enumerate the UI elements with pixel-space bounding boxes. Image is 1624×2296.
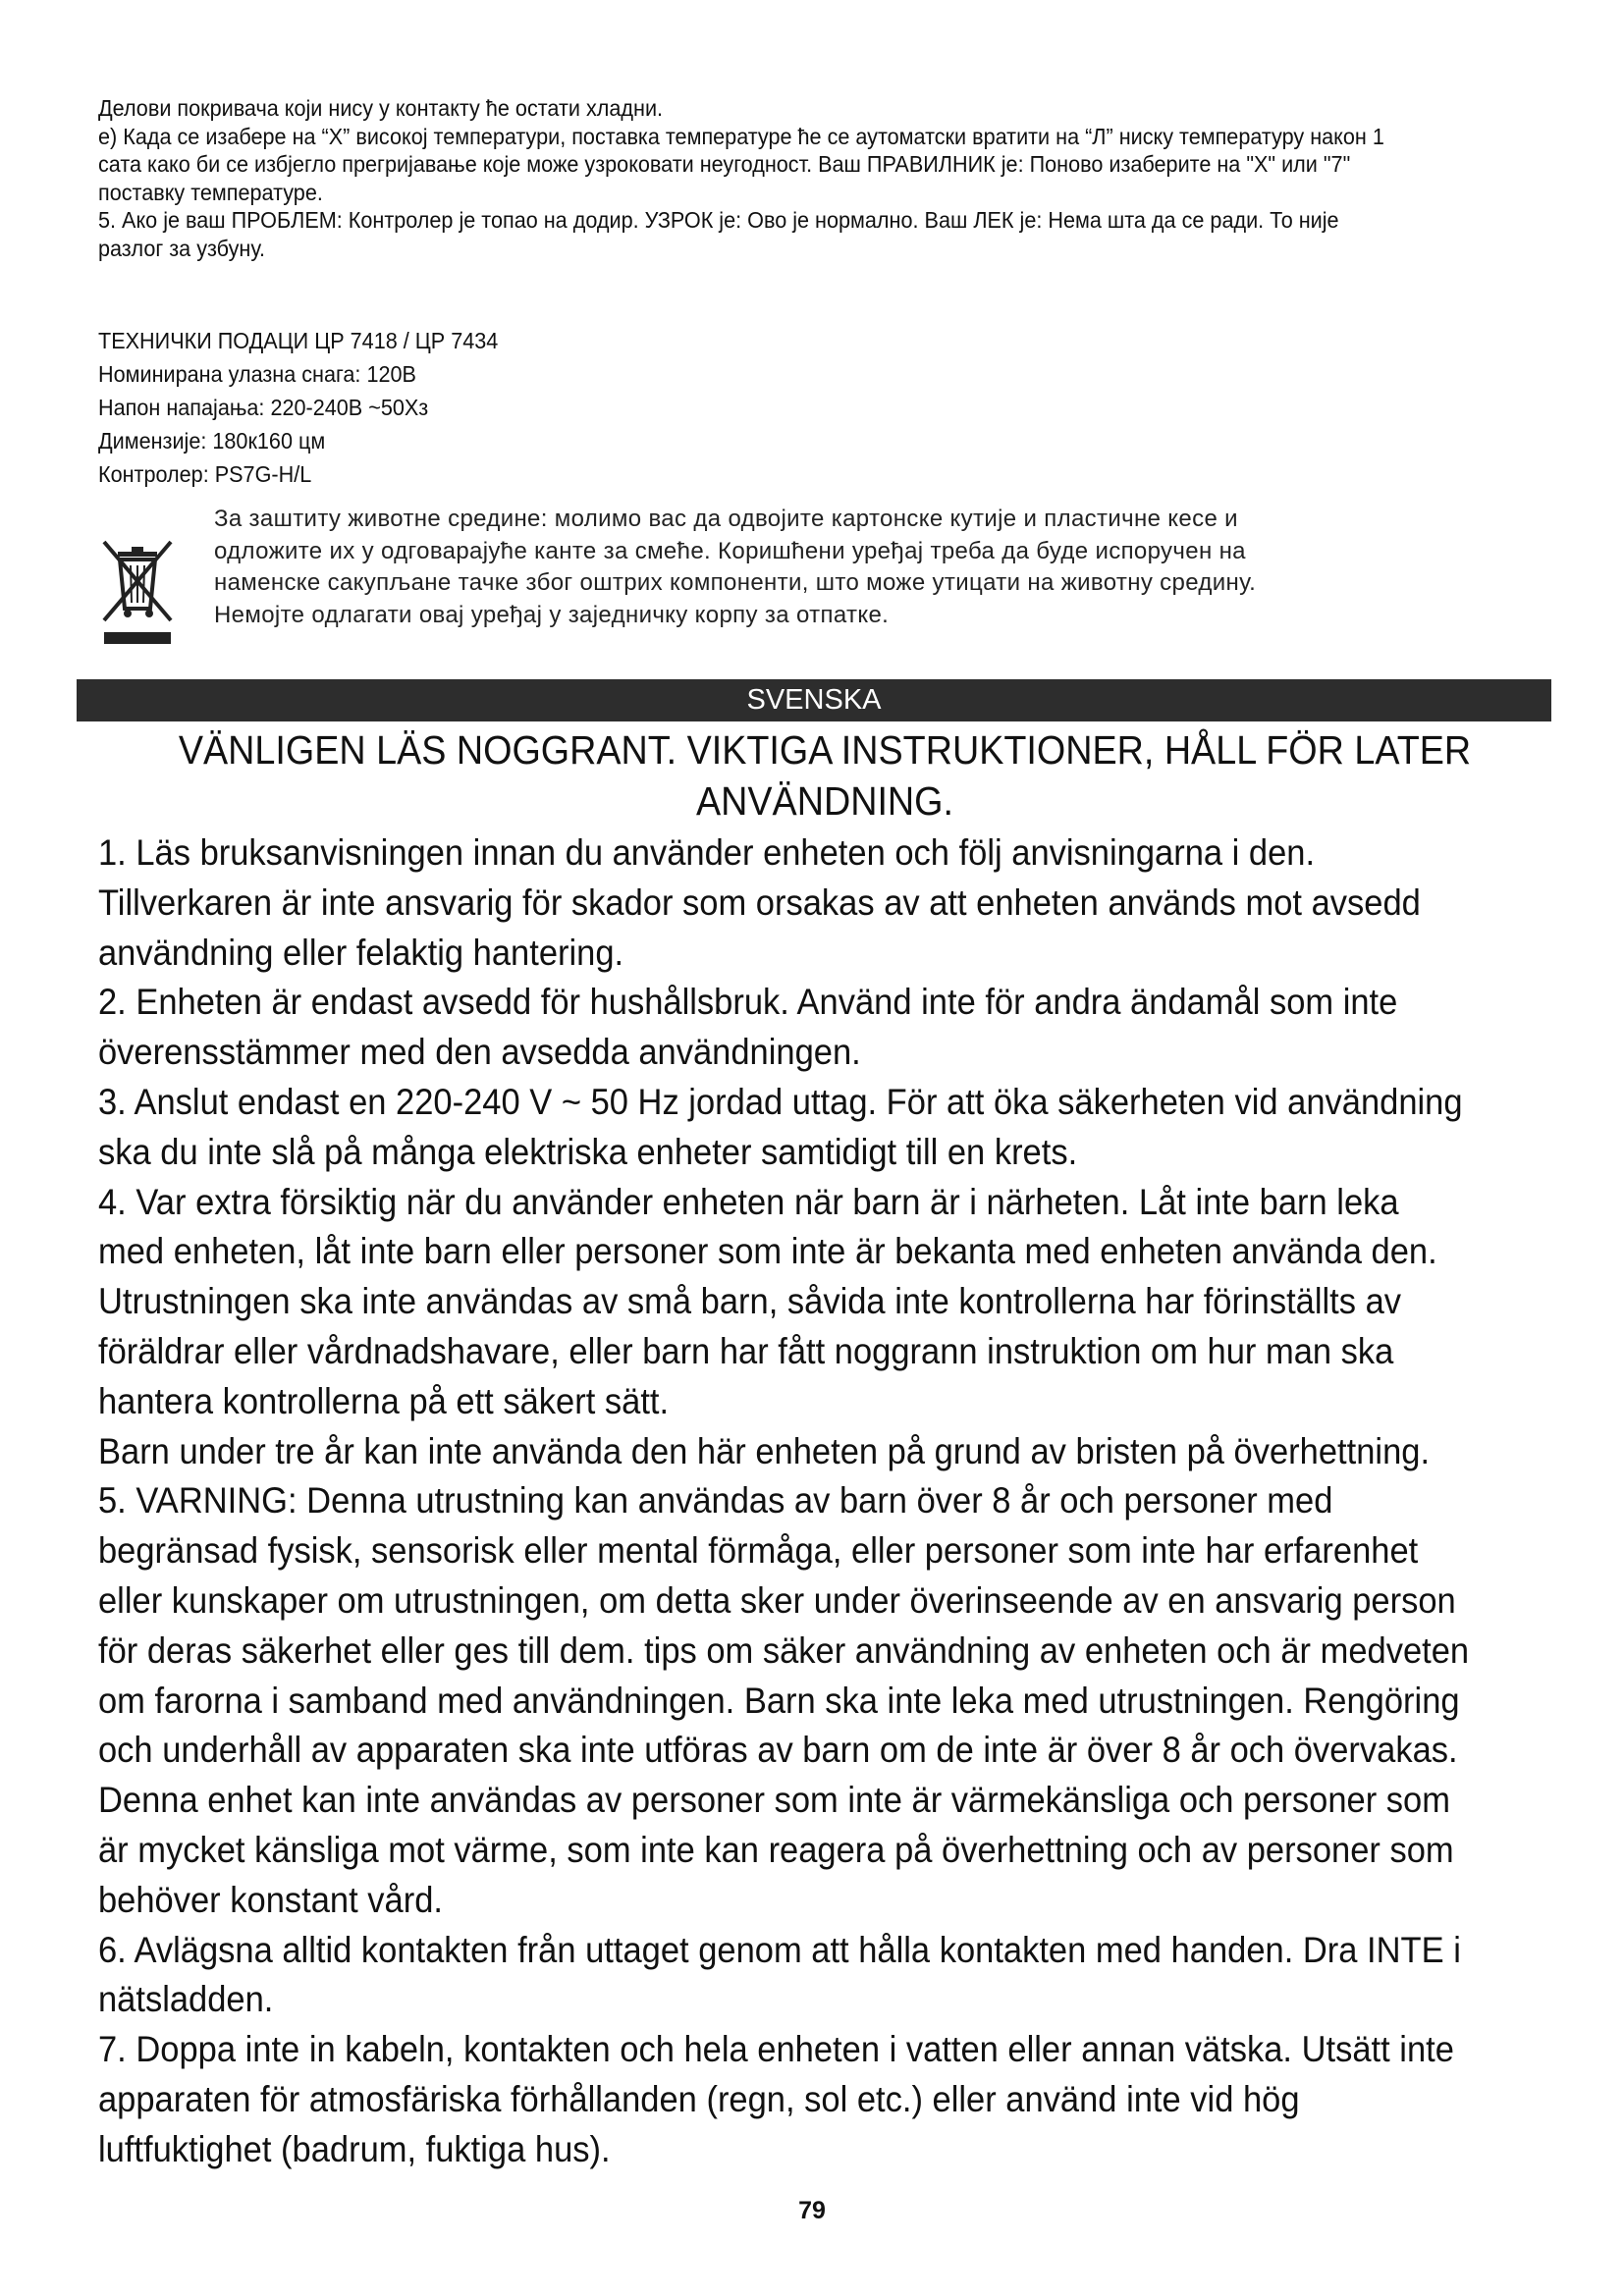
instruction-line: användning eller felaktig hantering.: [98, 931, 624, 973]
instruction-line: begränsad fysisk, sensorisk eller mental förmåga, eller personer som inte har erfarenhet: [98, 1529, 1419, 1572]
instruction-line: och underhåll av apparaten ska inte utföras av barn om de inte är över 8 år och övervakas.: [98, 1729, 1458, 1771]
instruction-line: nätsladden.: [98, 1978, 274, 2020]
swedish-instructions: [98, 828, 1507, 2174]
instruction-line: Tillverkaren är inte ansvarig för skador som orsakas av att enheten används mot avsedd: [98, 881, 1421, 923]
instruction-line: apparaten för atmosfäriska förhållanden (regn, sol etc.) eller använd inte vid hög: [98, 2077, 1300, 2119]
technical-data-line: Напон напајања: 220-240В ~50Хз: [98, 395, 429, 420]
serbian-line: поставку температуре.: [98, 179, 323, 205]
instruction-line: luftfuktighet (badrum, fuktiga hus).: [98, 2127, 611, 2169]
environment-line: За заштиту животне средине: молимо вас да одвојите картонске кутије и пластичне кесе и: [214, 506, 1238, 532]
instruction-line: 3. Anslut endast en 220-240 V ~ 50 Hz jordad uttag. För att öka säkerheten vid användning: [98, 1080, 1463, 1122]
instruction-line: 6. Avlägsna alltid kontakten från uttaget genom att hålla kontakten med handen. Dra INTE i: [98, 1928, 1461, 1970]
technical-data-line: Контролер: PS7G-H/L: [98, 461, 312, 487]
serbian-line: сата како би се избјегло прегријавање које може узроковати неугодност. Ваш ПРАВИЛНИК је: Поново изаберите на "Х" или "7": [98, 151, 1351, 177]
instruction-line: överensstämmer med den avsedda användningen.: [98, 1031, 861, 1073]
instruction-line: 7. Doppa inte in kabeln, kontakten och hela enheten i vatten eller annan vätska. Utsätt inte: [98, 2028, 1454, 2070]
instruction-line: 1. Läs bruksanvisningen innan du använder enheten och följ anvisningarna i den.: [98, 831, 1316, 873]
serbian-line: Делови покривача који нису у контакту ће остати хладни.: [98, 95, 664, 121]
page-number: 79: [798, 2197, 826, 2224]
instruction-line: med enheten, låt inte barn eller personer som inte är bekanta med enheten använda den.: [98, 1230, 1437, 1272]
instruction-line: Utrustningen ska inte användas av små barn, såvida inte kontrollerna har förinställts av: [98, 1280, 1402, 1322]
instruction-line: Barn under tre år kan inte använda den här enheten på grund av bristen på överhettning.: [98, 1429, 1431, 1471]
instruction-line: eller kunskaper om utrustningen, om detta sker under överinseende av en ansvarig person: [98, 1578, 1456, 1621]
instruction-line: 2. Enheten är endast avsedd för hushållsbruk. Använd inte för andra ändamål som inte: [98, 981, 1398, 1023]
section-heading: [156, 724, 1493, 827]
environment-line: наменске сакупљане тачке због оштрих компоненти, што може утицати на животну средину.: [214, 569, 1257, 596]
technical-data-title: ТЕХНИЧКИ ПОДАЦИ ЦР 7418 / ЦР 7434: [98, 328, 499, 353]
section-heading-line: ANVÄNDNING.: [696, 778, 953, 824]
instruction-line: hantera kontrollerna på ett säkert sätt.: [98, 1379, 670, 1421]
instruction-line: är mycket känsliga mot värme, som inte kan reagera på överhettning och av personer som: [98, 1828, 1454, 1870]
instruction-line: behöver konstant vård.: [98, 1878, 443, 1920]
language-section-banner: SVENSKA: [77, 679, 1551, 721]
instruction-line: Denna enhet kan inte användas av personer som inte är värmekänsliga och personer som: [98, 1779, 1450, 1821]
environment-notice: [214, 504, 1608, 631]
instruction-line: för deras säkerhet eller ges till dem. tips om säker användning av enheten och är medveten: [98, 1629, 1470, 1671]
serbian-line: 5. Ако је ваш ПРОБЛЕМ: Контролер је топао на додир. УЗРОК је: Ово је нормално. Ваш ЛЕК је: Нема шта да се ради. То није: [98, 207, 1339, 233]
serbian-line: разлог за узбуну.: [98, 235, 265, 261]
instruction-line: ska du inte slå på många elektriska enheter samtidigt till en krets.: [98, 1130, 1078, 1172]
weee-crossed-bin-icon: [98, 538, 177, 656]
instruction-line: 5. VARNING: Denna utrustning kan användas av barn över 8 år och personer med: [98, 1479, 1333, 1522]
technical-data-line: Димензије: 180к160 цм: [98, 428, 326, 454]
instruction-line: föräldrar eller vårdnadshavare, eller barn har fått noggrann instruktion om hur man ska: [98, 1329, 1394, 1371]
technical-data-block: [98, 324, 498, 491]
environment-line: Немојте одлагати овај уређај у заједничку корпу за отпатке.: [214, 601, 890, 628]
serbian-text-block: [98, 94, 1435, 262]
technical-data-line: Номинирана улазна снага: 120В: [98, 361, 416, 387]
serbian-line: е) Када се изабере на “Х” високој температури, поставка температуре ће се аутоматски вратити на “Л” ниску температуру након 1: [98, 123, 1384, 149]
instruction-line: 4. Var extra försiktig när du använder enheten när barn är i närheten. Låt inte barn leka: [98, 1180, 1399, 1222]
section-heading-line: VÄNLIGEN LÄS NOGGRANT. VIKTIGA INSTRUKTIONER, HÅLL FÖR LATER: [178, 727, 1472, 773]
environment-line: одложите их у одговарајуће канте за смеће. Коришћени уређај треба да буде испоручен на: [214, 537, 1246, 564]
instruction-line: om farorna i samband med användningen. Barn ska inte leka med utrustningen. Rengöring: [98, 1679, 1460, 1721]
